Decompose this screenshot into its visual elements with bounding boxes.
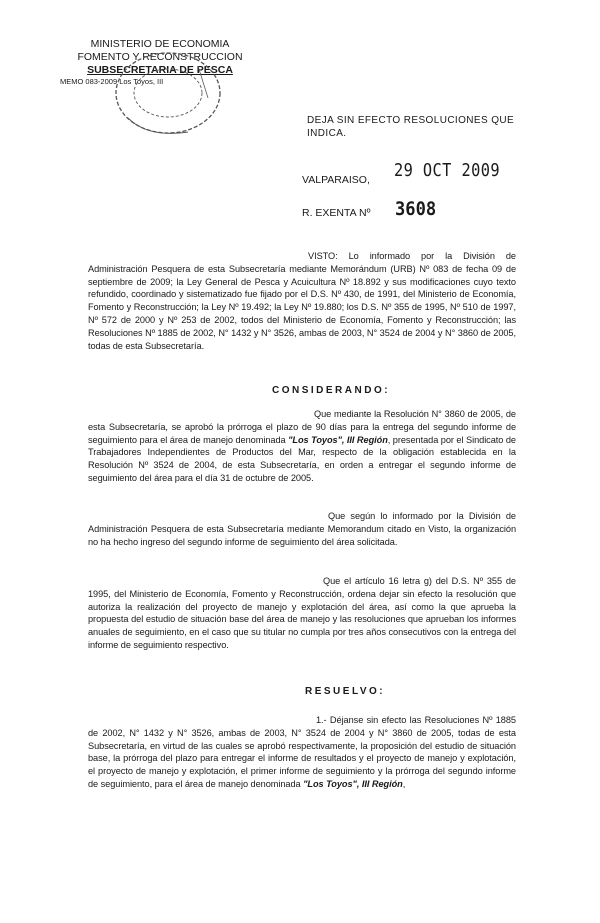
visto-paragraph — [88, 250, 516, 352]
ministry-name: MINISTERIO DE ECONOMIA — [90, 38, 230, 50]
resolution-label: R. EXENTA Nº — [302, 207, 371, 219]
date-stamp: 29 OCT 2009 — [394, 160, 501, 181]
memo-reference: MEMO 083-2009 Los Toyos, III — [60, 77, 164, 86]
resuelvo-paragraph-1: 1.- Déjanse sin efecto las Resoluciones Nº 1885 de 2002, N° 1432 y N° 3526, ambas de 2003, N° 3524 de 2004 y N° 3860 de 2005, todas de esta Subsecretaría, en virtud de las cuales se aprobó respectivamente, la proposición del estudio de situación base, la prórroga del plazo para entregar el informe de resultados y el proyecto de manejo y explotación, el proyecto de manejo y explotación, el primer informe de seguimiento y la prórroga del segundo informe de seguimiento, para el área de manejo denominada "Los Toyos", III Región, — [88, 715, 516, 789]
resuelvo-title: RESUELVO: — [305, 686, 386, 697]
visto-lead: VISTO: — [308, 251, 338, 261]
subsecretaria-name: SUBSECRETARIA DE PESCA — [87, 64, 233, 76]
stamp-icon — [108, 48, 226, 142]
considerando-title: CONSIDERANDO: — [272, 385, 391, 396]
document-reference: DEJA SIN EFECTO RESOLUCIONES QUE INDICA. — [307, 115, 515, 139]
area-name: "Los Toyos", III Región — [303, 778, 403, 789]
considerando-paragraph-3: Que el artículo 16 letra g) del D.S. Nº 355 de 1995, del Ministerio de Economía, Fomento y Reconstrucción, ordena dejar sin efecto la resolución que autoriza la realización del proyecto de manejo y explotación del área, así como la que aprueba la propuesta del estudio de situación base del área de manejo y las resoluciones que aprueban los informes anuales de seguimiento, en el caso que su titular no cumpla por tres años consecutivos con la entrega del informe de seguimiento respectivo. — [88, 576, 516, 650]
resolution-number: 3608 — [395, 198, 437, 220]
visto-text: Lo informado por la División de Administración Pesquera de esta Subsecretaría mediante Memorándum (URB) Nº 083 de fecha 09 de septiembre de 2009; la Ley General de Pesca y Acuicultura Nº 18.892 y sus modificaciones cuyo texto refundido, coordinado y sistematizado fue fijado por el D.S. Nº 430, de 1991, del Ministerio de Economía, Fomento y Reconstrucción; la Ley Nº 19.492; la Ley Nº 19.880; los D.S. Nº 355 de 1995, Nº 510 de 1997, Nº 572 de 2000 y Nº 253 de 2002, todos del Ministerio de Economía, Fomento y Reconstrucción; las Resoluciones Nº 1885 de 2002, N° 1432 y N° 3526, ambas de 2003, N° 3524 de 2004 y N° 3860 de 2005, todas de esta Subsecretaría. — [88, 251, 516, 351]
ministry-subtitle: FOMENTO Y RECONSTRUCCION — [77, 51, 243, 63]
area-name: "Los Toyos", III Región — [288, 434, 388, 445]
place-label: VALPARAISO, — [302, 174, 370, 186]
considerando-paragraph-2: Que según lo informado por la División de Administración Pesquera de esta Subsecretaría mediante Memorandum citado en Visto, la organización no ha hecho ingreso del segundo informe de seguimiento del área solicitada. — [88, 511, 516, 547]
considerando-paragraph-1: Que mediante la Resolución N° 3860 de 2005, de esta Subsecretaría, se aprobó la prórroga el plazo de 90 días para la entrega del segundo informe de seguimiento para el área de manejo denominada "Los Toyos", III Región, presentada por el Sindicato de Trabajadores Independientes de Productos del Mar, respecto de la obligación establecida en la Resolución Nº 3524 de 2004, de esta Subsecretaría, en orden a entregar el segundo informe de seguimiento del área para el día 31 de octubre de 2005. — [88, 409, 516, 483]
